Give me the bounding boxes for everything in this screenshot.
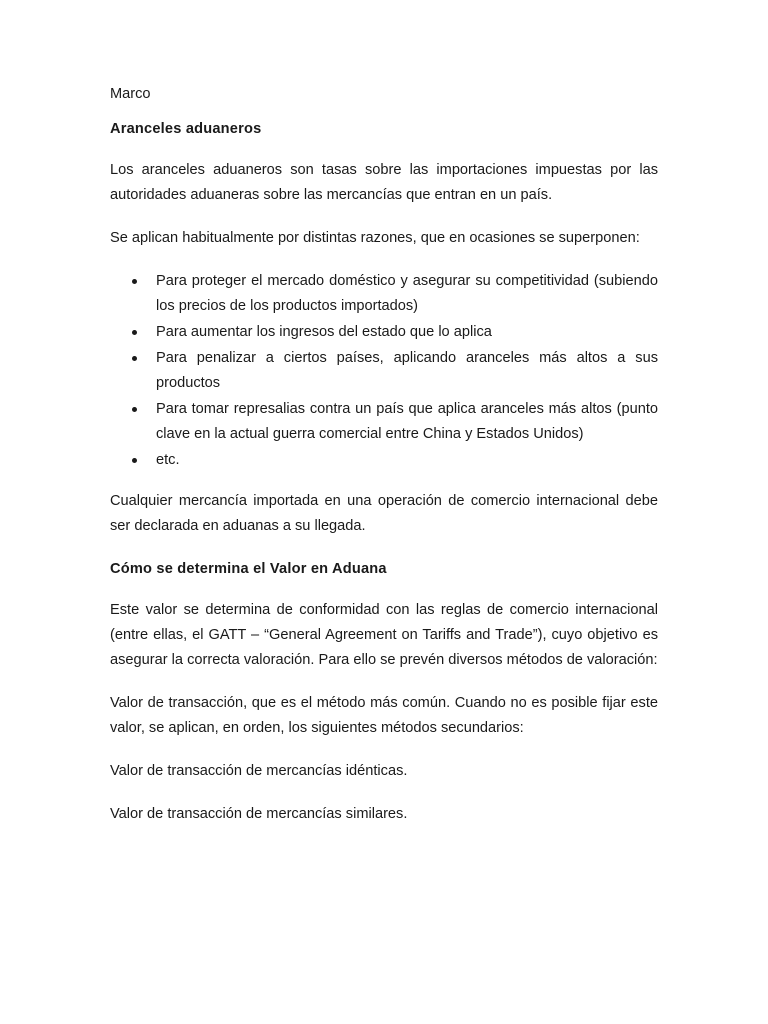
paragraph-similar-goods: Valor de transacción de mercancías similares. [110, 806, 408, 822]
document-label: Marco [110, 86, 151, 102]
paragraph-reasons-intro: Se aplican habitualmente por distintas razones, que en ocasiones se superponen: [110, 230, 640, 246]
list-item [110, 320, 658, 345]
list-item-text: etc. [156, 452, 180, 468]
list-item-text: Para aumentar los ingresos del estado que lo aplica [156, 324, 492, 340]
list-item [110, 397, 658, 447]
section-heading-valor-aduana: Cómo se determina el Valor en Aduana [110, 561, 387, 577]
bullet-icon [132, 458, 137, 463]
bullet-icon [132, 330, 137, 335]
list-item [110, 346, 658, 396]
list-item [110, 448, 658, 473]
reasons-list [110, 269, 658, 473]
bullet-icon [132, 407, 137, 412]
paragraph-identical-goods: Valor de transacción de mercancías idénticas. [110, 763, 408, 779]
bullet-icon [132, 279, 137, 284]
bullet-icon [132, 356, 137, 361]
list-item-text: Para proteger el mercado doméstico y asegurar su competitividad (subiendo los precios de los productos importados) [156, 273, 658, 314]
document-page [110, 84, 658, 827]
list-item-text: Para penalizar a ciertos países, aplicando aranceles más altos a sus productos [156, 350, 658, 391]
paragraph-definition: Los aranceles aduaneros son tasas sobre las importaciones impuestas por las autoridades aduaneras sobre las mercancías que entran en un país. [110, 162, 658, 203]
list-item-text: Para tomar represalias contra un país que aplica aranceles más altos (punto clave en la actual guerra comercial entre China y Estados Unidos) [156, 401, 658, 442]
paragraph-gatt: Este valor se determina de conformidad con las reglas de comercio internacional (entre ellas, el GATT – “General Agreement on Tariffs and Trade”), cuyo objetivo es asegurar la correcta valoración. Para ello se prevén diversos métodos de valoración: [110, 602, 658, 668]
section-heading-aranceles: Aranceles aduaneros [110, 121, 262, 137]
paragraph-declaration: Cualquier mercancía importada en una operación de comercio internacional debe ser declarada en aduanas a su llegada. [110, 493, 658, 534]
paragraph-transaction-value: Valor de transacción, que es el método más común. Cuando no es posible fijar este valor, se aplican, en orden, los siguientes métodos secundarios: [110, 695, 658, 736]
list-item [110, 269, 658, 319]
